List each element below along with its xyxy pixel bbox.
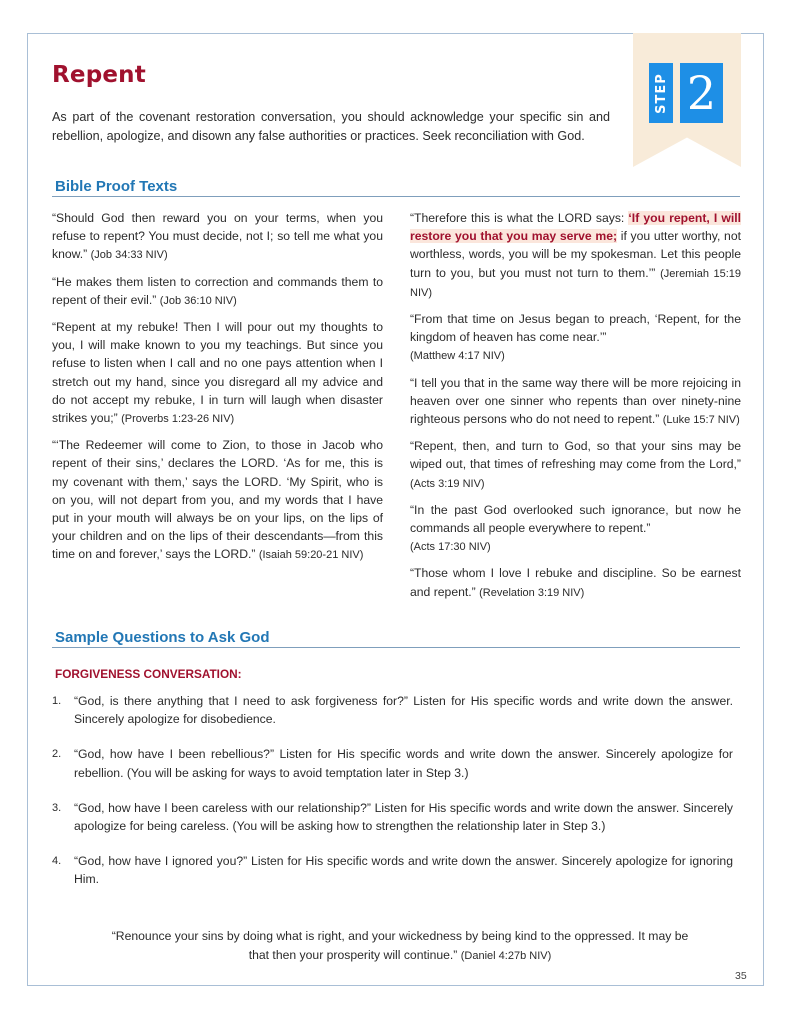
- page-number: 35: [735, 970, 747, 982]
- verse: “He makes them listen to correction and commands them to repent of their evil.” (Job 36:10 NIV): [52, 274, 383, 307]
- verse: “Repent at my rebuke! Then I will pour out my thoughts to you, I will make known to you my teachings. But since you refuse to listen when I call and no one pays attention when I stretch out my hand, since you disregard all my advice and do not accept my rebuke, I in turn will laugh when disaster strikes you;” (Proverbs 1:23-26 NIV): [52, 320, 383, 426]
- step-label: STEP: [653, 72, 669, 114]
- verse: “From that time on Jesus began to preach, ‘Repent, for the kingdom of heaven has come near.’” (Matthew 4:17 NIV): [410, 312, 741, 363]
- question-text: “God, is there anything that I need to ask forgiveness for?” Listen for His specific words and write down the answer. Sincerely apologize for disobedience.: [74, 694, 733, 727]
- page-title: Repent: [52, 62, 146, 88]
- question-number: 3.: [52, 801, 62, 814]
- question-text: “God, how have I been rebellious?” Listen for His specific words and write down the answer. Sincerely apologize for rebellion. (You will be asking for ways to avoid temptation later in Step 3.): [74, 747, 733, 780]
- verses-left-column: [52, 209, 383, 573]
- verse: “I tell you that in the same way there will be more rejoicing in heaven over one sinner who repents than over ninety-nine righteous persons who do not need to repent.” (Luke 15:7 NIV): [410, 375, 741, 427]
- verse: “Repent, then, and turn to God, so that your sins may be wiped out, that times of refreshing may come from the Lord,” (Acts 3:19 NIV): [410, 439, 741, 490]
- closing-quote: “Renounce your sins by doing what is right, and your wickedness by being kind to the oppressed. It may be that then your prosperity will continue.” (Daniel 4:27b NIV): [111, 929, 689, 962]
- verse: “Those whom I love I rebuke and discipline. So be earnest and repent.” (Revelation 3:19 NIV): [410, 566, 741, 599]
- verse-highlighted: “Therefore this is what the LORD says: ‘If you repent, I will restore you that you may serve me; if you utter worthy, not worthless, words, you will be my spokesman. Let this people turn to you, but you must not turn to them.’” (Jeremiah 15:19 NIV): [410, 211, 742, 299]
- verse-reference: (Job 36:10 NIV): [159, 294, 237, 307]
- intro-paragraph: As part of the covenant restoration conversation, you should acknowledge your specific sin and rebellion, apologize, and disown any false authorities or practices. Seek reconciliation with God.: [52, 110, 610, 143]
- question-number: 4.: [52, 855, 62, 868]
- question-list: [52, 692, 733, 906]
- verse: “‘The Redeemer will come to Zion, to those in Jacob who repent of their sins,’ declares the LORD. ‘As for me, this is my covenant with them,’ says the LORD. ‘My Spirit, who is on you, will not depart from you, and my words that I have put in your mouth will always be on your lips, on the lips of your children and on the lips of their descendants—from this time on and forever,’ says the LORD.” (Isaiah 59:20-21 NIV): [52, 438, 383, 562]
- question-text: “God, how have I ignored you?” Listen for His specific words and write down the answer. Sincerely apologize for ignoring Him.: [74, 854, 733, 887]
- verse-reference: (Isaiah 59:20-21 NIV): [258, 549, 364, 562]
- verse-reference: (Matthew 4:17 NIV): [410, 350, 505, 363]
- verse-reference: (Job 34:33 NIV): [90, 249, 168, 262]
- verse-reference: (Acts 17:30 NIV): [410, 541, 491, 554]
- verse: “In the past God overlooked such ignorance, but now he commands all people everywhere to repent.” (Acts 17:30 NIV): [410, 502, 741, 554]
- verse-reference: (Jeremiah 15:19 NIV): [410, 267, 741, 299]
- step-label-box: [649, 63, 673, 123]
- sample-questions-heading: Sample Questions to Ask God: [52, 629, 740, 648]
- question-item: [52, 692, 733, 728]
- forgiveness-conversation-subheading: FORGIVENESS CONVERSATION:: [55, 667, 242, 681]
- question-number: 2.: [52, 748, 62, 761]
- verse-reference: (Acts 3:19 NIV): [410, 477, 485, 490]
- question-item: [52, 745, 733, 781]
- verse-reference: (Revelation 3:19 NIV): [479, 586, 585, 599]
- verse-reference: (Proverbs 1:23-26 NIV): [121, 413, 235, 426]
- bible-proof-texts-heading: Bible Proof Texts: [52, 178, 740, 197]
- highlighted-promise: ‘If you repent, I will restore you that you may serve me;: [410, 211, 742, 244]
- question-item: [52, 852, 733, 888]
- verse-reference: (Luke 15:7 NIV): [662, 414, 740, 427]
- question-item: [52, 799, 733, 835]
- verse: “Should God then reward you on your terms, when you refuse to repent? You must decide, not I; so tell me what you know.” (Job 34:33 NIV): [52, 211, 383, 262]
- question-text: “God, how have I been careless with our relationship?” Listen for His specific words and write down the answer. Sincerely apologize for being careless. (You will be asking how to strengthen the relationship later in Step 3.): [74, 800, 733, 834]
- closing-quote-reference: (Daniel 4:27b NIV): [460, 949, 552, 962]
- question-number: 1.: [52, 695, 62, 707]
- step-number: 2: [680, 63, 723, 123]
- verses-right-column: [410, 209, 741, 610]
